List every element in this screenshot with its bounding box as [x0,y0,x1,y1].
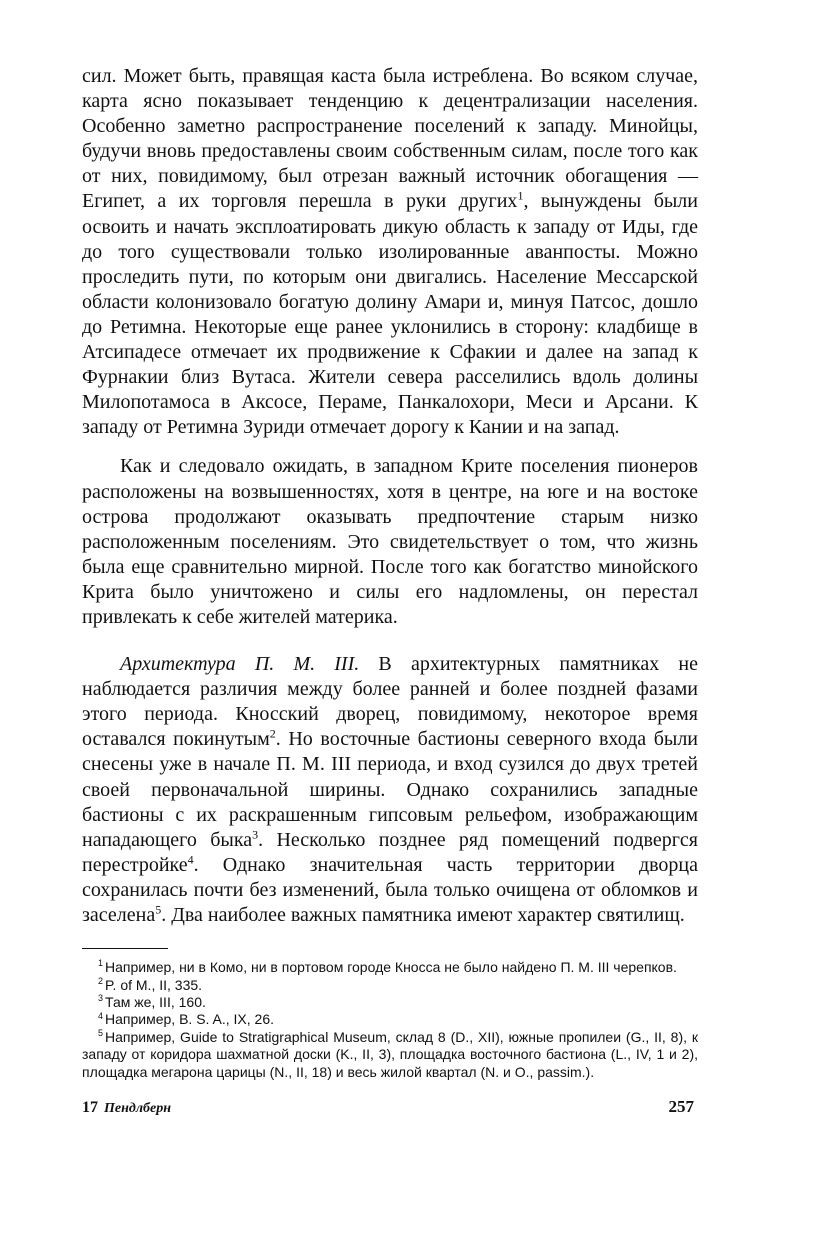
footnote-text: Там же, III, 160. [105,993,206,1010]
footnote-3 [82,994,698,1011]
footnote-number: 5 [98,1028,104,1039]
page-number: 257 [668,1096,694,1116]
paragraph-2: Как и следовало ожидать, в западном Крите поселения пионеров расположены на возвышенностях, хотя в центре, на юге и на востоке острова продолжают оказывать предпочтение старым низко расположенным поселениям. Это свидетельствует о том, что жизнь была еще сравнительно мирной. После того как богатство минойского Крита было уничтожено и силы его надломлены, он перестал привлекать к себе жителей материка. [82,455,698,628]
footnote-number: 4 [98,1010,104,1021]
signature-number: 17 [82,1098,98,1116]
paragraph-3-part-a: В архитектурных памятниках не наблюдается различия между более ранней и более поздней фазами этого периода. Кносский дворец, повидимому, некоторое время оставался покинутым [82,653,699,751]
footnote-1 [82,959,698,976]
paragraph-3-part-d: . Однако значительная часть территории дворца сохранилась почти без изменений, была только очищена от обломков и заселена [82,853,698,926]
footnote-ref-1: 1 [517,188,524,203]
paragraph-3-part-e: . Два наиболее важных памятника имеют характер святилищ. [161,904,685,926]
footnote-number: 2 [98,975,104,986]
footnote-2 [82,977,698,994]
footnote-text: Например, B. S. A., IX, 26. [105,1011,275,1028]
paragraph-1 [82,64,698,440]
footnote-separator [82,948,168,949]
footnote-text: P. of M., II, 335. [105,976,203,993]
page-footer [82,1097,698,1117]
footnote-number: 3 [98,993,104,1004]
footnote-ref-2: 2 [269,726,276,741]
paragraph-3 [82,652,698,928]
footnote-ref-4: 4 [187,852,194,867]
book-page [82,64,698,1117]
paragraph-3-part-c: . Несколько позднее ряд помещений подвергся перестройке [82,828,699,876]
paragraph-1-text: сил. Может быть, правящая каста была истреблена. Во всяком случае, карта ясно показывает тенденцию к децентрализации населения. Особенно заметно распространение поселений к западу. Минойцы, будучи вновь предоставлены своим собственным силам, после того как от них, повидимому, был отрезан важный источник обогащения — Египет, а их торговля перешла в руки других [82,65,698,213]
signature-name: Пендлберн [104,1100,171,1116]
paragraph-1-continuation: , вынуждены были освоить и начать эксплоатировать дикую область к западу от Иды, где до того существовали только изолированные аванпосты. Можно проследить пути, по которым они двигались. Население Мессарской области колонизовало богатую долину Амари и, минуя Патсос, дошло до Ретимна. Некоторые еще ранее уклонились в сторону: кладбище в Атсипадесе отмечает их продвижение к Сфакии и далее на запад к Фурнакии близ Вутаса. Жители севера расселились вдоль долины Милопотамоса в Аксосе, Пераме, Панкалохори, Меси и Арсани. К западу от Ретимна Зуриди отмечает дорогу к Кании и на запад. [82,190,698,439]
footnotes [82,959,698,1081]
footnote-ref-3: 3 [252,827,259,842]
footnote-4 [82,1011,698,1028]
section-heading: Архитектура П. М. III. [120,653,360,676]
footnote-number: 1 [98,958,104,969]
paragraph-3-part-b: . Но восточные бастионы северного входа были снесены уже в начале П. М. III периода, и вход сузился до двух третей своей первоначальной ширины. Однако сохранились западные бастионы с их раскрашенным гипсовым рельефом, изображающим нападающего быка [82,728,699,851]
footnote-text: Например, ни в Комо, ни в портовом городе Кносса не было найдено П. М. III черепков. [105,959,677,976]
footnote-5 [82,1029,698,1081]
footnote-text: Например, Guide to Stratigraphical Museum, склад 8 (D., XII), южные пропилеи (G., II, 8), к западу от коридора шахматной доски (K., II, 3), площадка восточного бастиона (L., IV, 1 и 2), площадка мегарона царицы (N., II, 18) и весь жилой квартал (N. и O., passim.). [82,1028,698,1080]
printer-signature [82,1099,171,1117]
footnote-ref-5: 5 [155,902,162,917]
